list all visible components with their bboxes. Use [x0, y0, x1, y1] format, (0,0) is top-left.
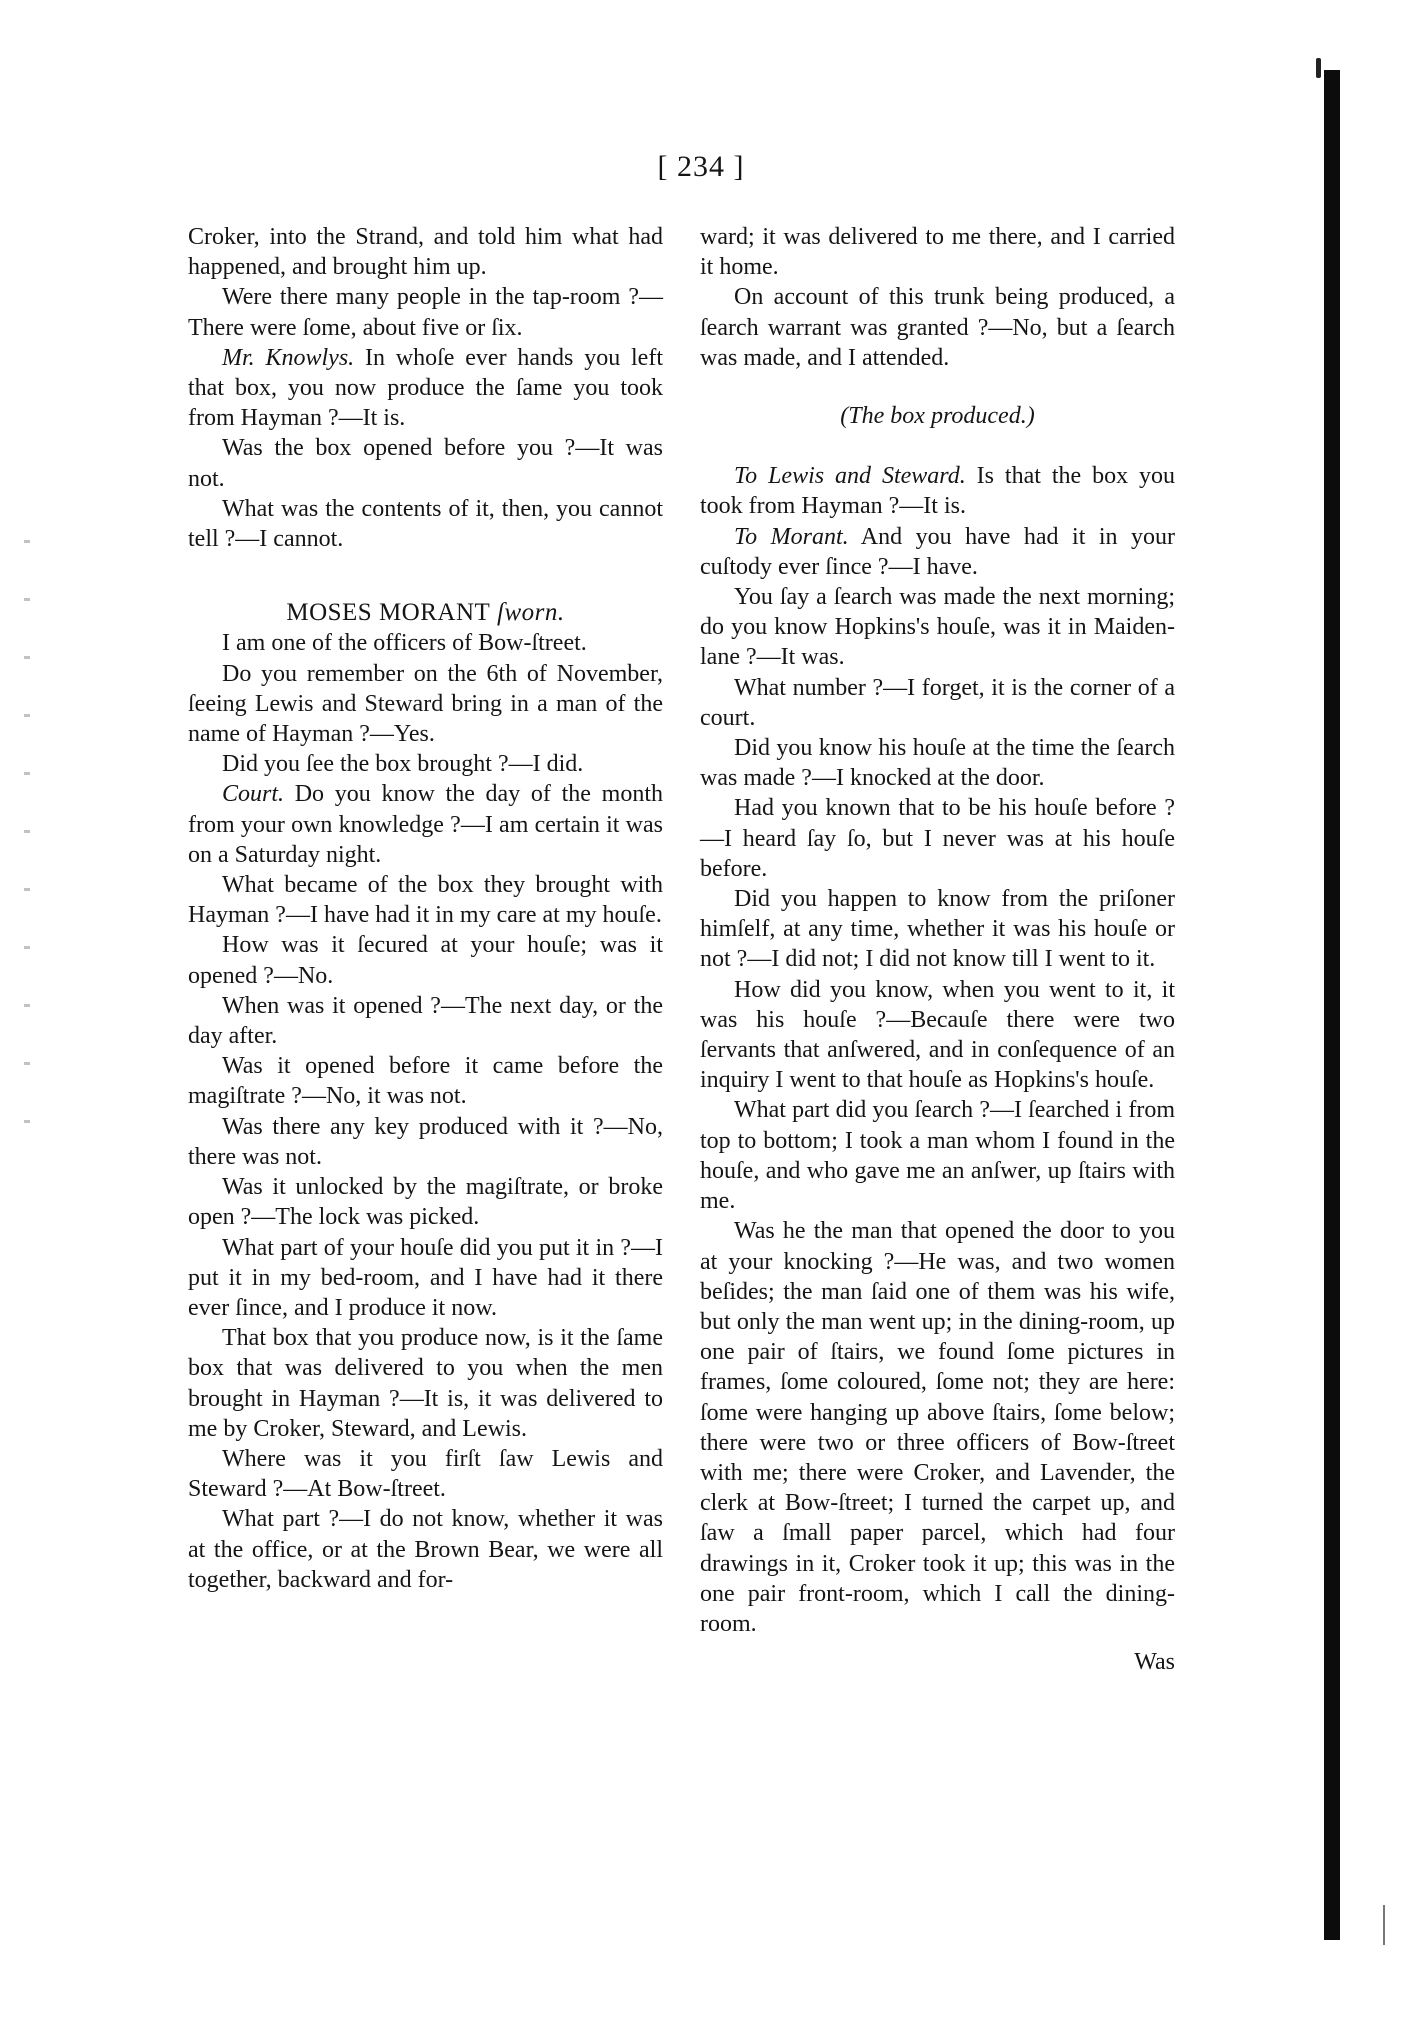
paragraph-text: In whoſe ever hands you left that box, you now produce the ſame you took from Hayman ?—It is.	[188, 344, 663, 432]
paragraph: You ſay a ſearch was made the next morning; do you know Hopkins's houſe, was it in Maiden-lane ?—It was.	[700, 584, 1175, 671]
witness-name: MOSES MORANT	[286, 599, 491, 627]
scan-artifact	[1383, 1905, 1385, 1945]
paragraph: Was it unlocked by the magiſtrate, or broke open ?—The lock was picked.	[188, 1174, 663, 1231]
paragraph: Were there many people in the tap-room ?—There were ſome, about five or ſix.	[188, 284, 663, 341]
witness-heading	[188, 598, 663, 628]
paragraph	[188, 343, 663, 434]
paragraph: Was it opened before it came before the magiſtrate ?—No, it was not.	[188, 1053, 663, 1110]
paragraph-text: And you have had it in your cuſtody ever ſince ?—I have.	[700, 523, 1175, 580]
page-edge-shadow	[1324, 70, 1340, 1940]
left-column	[188, 222, 663, 1595]
paragraph: What part ?—I do not know, whether it was at the office, or at the Brown Bear, we were all together, backward and for-	[188, 1506, 663, 1593]
paragraph	[700, 522, 1175, 582]
right-column	[700, 222, 1175, 1677]
catchword: Was	[1134, 1649, 1175, 1676]
paragraph: Was there any key produced with it ?—No, there was not.	[188, 1113, 663, 1170]
paragraph	[700, 461, 1175, 521]
paragraph: Was he the man that opened the door to you at your knocking ?—He was, and two women beſides; the man ſaid one of them was his wife, but only the man went up; in the dining-room, up one pair of ſtairs, we found ſome pictures in frames, ſome coloured, ſome not; they are here: ſome were hanging up above ſtairs, ſome below; there were two or three officers of Bow-ſtreet with me; there were Croker, and Lavender, the clerk at Bow-ſtreet; I turned the carpet up, and ſaw a ſmall paper parcel, which had four drawings in it, Croker took it up; this was in the one pair front-room, which I call the dining-room.	[700, 1218, 1175, 1637]
paragraph-text: Do you know the day of the month from your own knowledge ?—I am certain it was on a Saturday night.	[188, 781, 663, 868]
paragraph: On account of this trunk being produced, a ſearch warrant was granted ?—No, but a ſearch was made, and I attended.	[700, 284, 1175, 371]
paragraph-text: Is that the box you took from Hayman ?—It is.	[700, 463, 1176, 520]
paragraph: Do you remember on the 6th of November, ſeeing Lewis and Steward bring in a man of the name of Hayman ?—Yes.	[188, 660, 663, 748]
paragraph: Did you ſee the box brought ?—I did.	[222, 751, 584, 778]
paragraph: When was it opened ?—The next day, or the day after.	[188, 992, 663, 1050]
binding-mark	[1316, 58, 1321, 78]
paragraph: Did you know his houſe at the time the ſearch was made ?—I knocked at the door.	[700, 735, 1175, 792]
paragraph	[188, 779, 663, 870]
paragraph: What became of the box they brought with Hayman ?—I have had it in my care at my houſe.	[188, 872, 663, 929]
paragraph: What part did you ſearch ?—I ſearched i from top to bottom; I took a man whom I found in the houſe, and who gave me an anſwer, up ſtairs with me.	[700, 1097, 1175, 1215]
paragraph: What was the contents of it, then, you cannot tell ?—I cannot.	[188, 495, 663, 553]
speaker-name: Court.	[222, 781, 285, 808]
paragraph: How did you know, when you went to it, it was his houſe ?—Becauſe there were two ſervants that anſwered, and in conſequence of an inquiry I went to that houſe as Hopkins's houſe.	[700, 976, 1175, 1094]
paragraph: Had you known that to be his houſe before ?—I heard ſay ſo, but I never was at his houſe before.	[700, 795, 1175, 882]
paragraph: What number ?—I forget, it is the corner of a court.	[700, 674, 1175, 731]
paragraph: ward; it was delivered to me there, and I carried it home.	[700, 224, 1175, 281]
paragraph: What part of your houſe did you put it in ?—I put it in my bed-room, and I have had it there ever ſince, and I produce it now.	[188, 1234, 663, 1321]
paragraph: How was it ſecured at your houſe; was it opened ?—No.	[188, 932, 663, 989]
paragraph: Was the box opened before you ?—It was not.	[188, 435, 663, 492]
scan-specks	[24, 540, 30, 1160]
paragraph: I am one of the officers of Bow-ſtreet.	[222, 630, 587, 657]
paragraph: Where was it you firſt ſaw Lewis and Steward ?—At Bow-ſtreet.	[188, 1445, 663, 1503]
speaker-name: To Morant.	[734, 523, 849, 550]
page-number: [ 234 ]	[657, 150, 745, 183]
paragraph: Did you happen to know from the priſoner himſelf, at any time, whether it was his houſe or not ?—I did not; I did not know till I went to it.	[700, 886, 1175, 973]
speaker-name: To Lewis and Steward.	[734, 463, 966, 490]
paragraph: Croker, into the Strand, and told him what had happened, and brought him up.	[188, 224, 663, 281]
stage-direction: (The box produced.)	[840, 403, 1035, 430]
sworn-label: ſworn.	[490, 599, 565, 627]
speaker-name: Mr. Knowlys.	[222, 344, 355, 371]
paragraph: That box that you produce now, is it the ſame box that was delivered to you when the men brought in Hayman ?—It is, it was delivered to me by Croker, Steward, and Lewis.	[188, 1325, 663, 1442]
